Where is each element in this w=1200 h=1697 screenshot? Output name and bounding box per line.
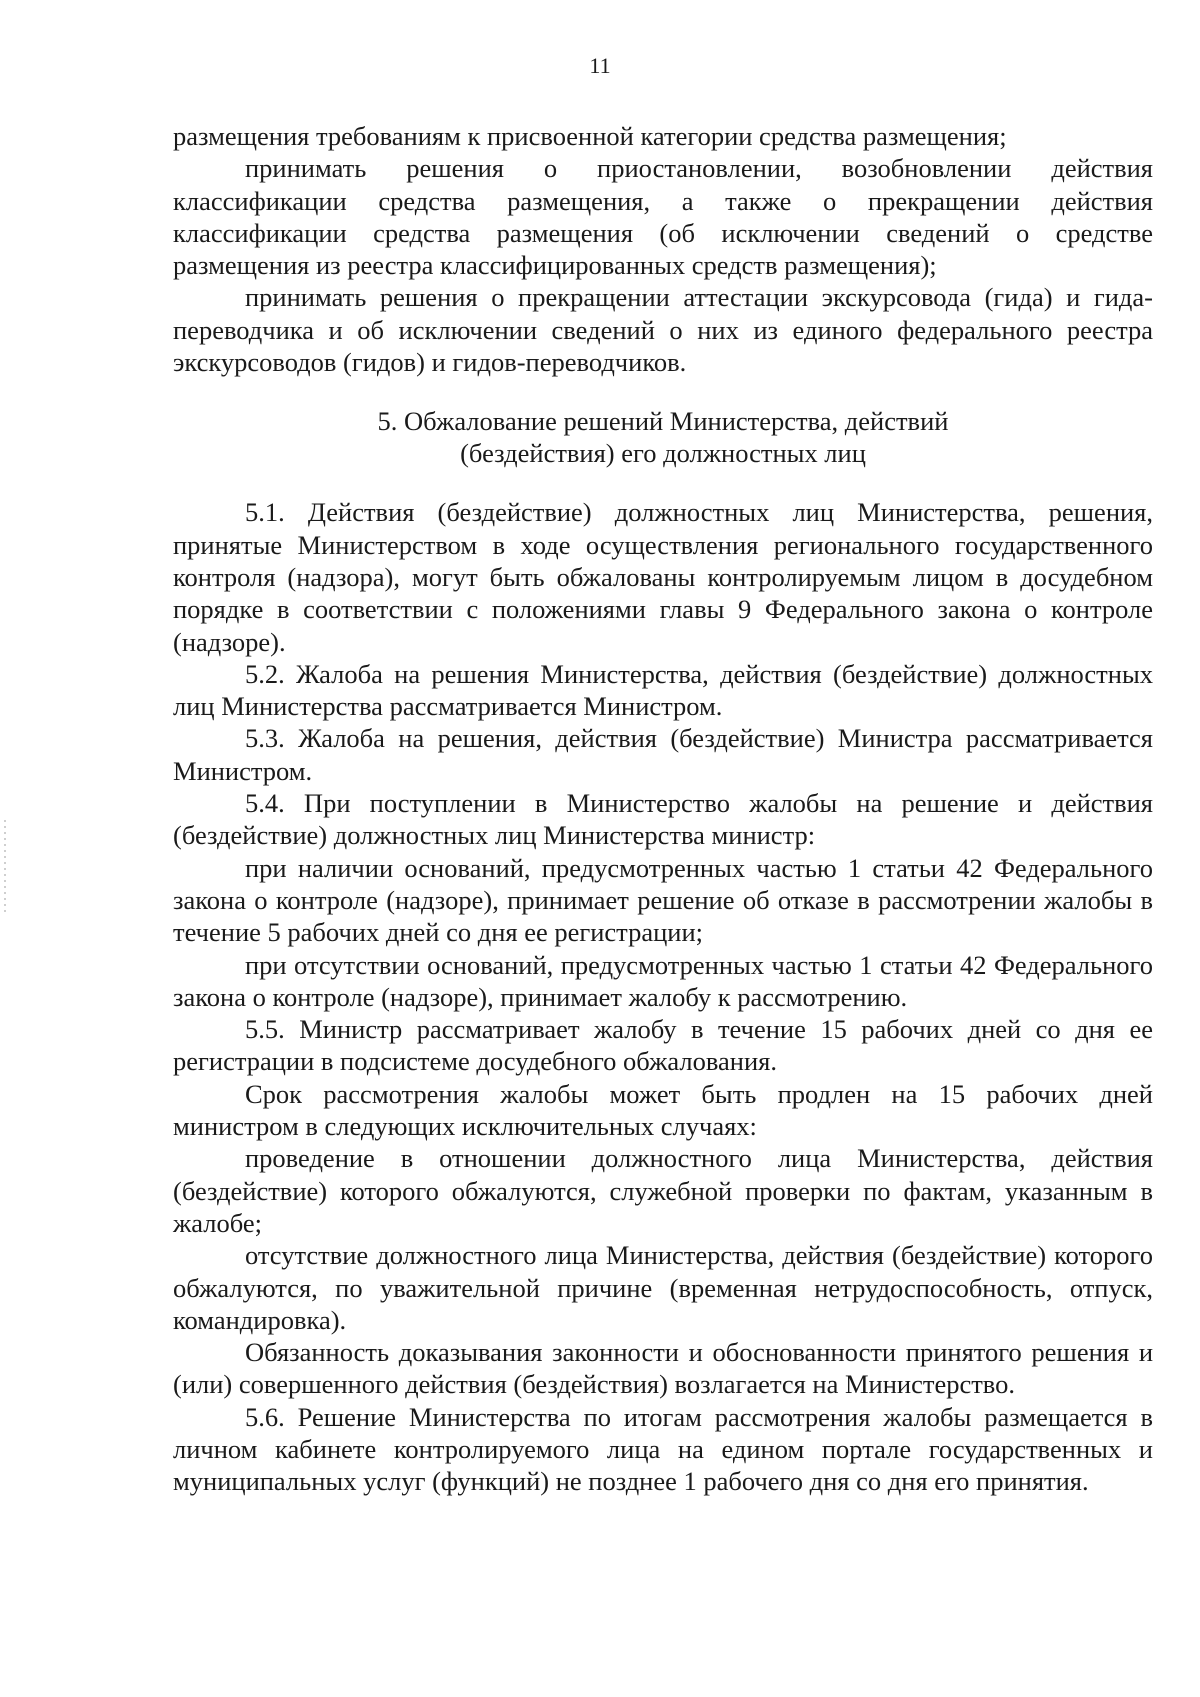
paragraph-5-5: 5.5. Министр рассматривает жалобу в течение 15 рабочих дней со дня ее регистрации в подсистеме досудебного обжалования. xyxy=(173,1014,1153,1077)
paragraph-5-4: 5.4. При поступлении в Министерство жалобы на решение и действия (бездействие) должностных лиц Министерства министр: xyxy=(173,788,1153,851)
section-heading-line-1: 5. Обжалование решений Министерства, действий xyxy=(377,406,949,437)
page-number: 11 xyxy=(589,53,611,78)
paragraph-5-5-case-inspection: проведение в отношении должностного лица Министерства, действия (бездействие) которого обжалуются, служебной проверки по фактам, указанным в жалобе; xyxy=(173,1143,1153,1238)
paragraph-5-5-extension: Срок рассмотрения жалобы может быть продлен на 15 рабочих дней министром в следующих исключительных случаях: xyxy=(173,1078,1153,1142)
paragraph-5-4-acceptance: при отсутствии оснований, предусмотренных частью 1 статьи 42 Федерального закона о контроле (надзоре), принимает жалобу к рассмотрению. xyxy=(173,949,1153,1012)
paragraph-guide-attestation: принимать решения о прекращении аттестации экскурсовода (гида) и гида-переводчика и об исключении сведений о них из единого федерального реестра экскурсоводов (гидов) и гидов-переводчиков. xyxy=(173,282,1153,378)
paragraph-5-5-case-absence: отсутствие должностного лица Министерства, действия (бездействие) которого обжалуются, по уважительной причине (временная нетрудоспособность, отпуск, командировка). xyxy=(173,1240,1153,1335)
paragraph-continuation: размещения требованиям к присвоенной категории средства размещения; xyxy=(173,121,1007,151)
paragraph-classification-decisions: принимать решения о приостановлении, возобновлении действия классификации средства размещения, а также о прекращении действия классификации средства размещения (об исключении сведений о средстве размещения из реестра классифицированных средств размещения); xyxy=(173,153,1153,281)
paragraph-5-4-refusal: при наличии оснований, предусмотренных частью 1 статьи 42 Федерального закона о контроле (надзоре), принимает решение об отказе в рассмотрении жалобы в течение 5 рабочих дней со дня ее регистрации; xyxy=(173,852,1153,948)
paragraph-burden-of-proof: Обязанность доказывания законности и обоснованности принятого решения и (или) совершенного действия (бездействия) возлагается на Министерство. xyxy=(173,1337,1153,1400)
document-body xyxy=(173,120,1153,1498)
scan-margin-mark xyxy=(4,820,6,915)
section-heading-line-2: (бездействия) его должностных лиц xyxy=(460,438,866,469)
paragraph-5-1: 5.1. Действия (бездействие) должностных лиц Министерства, решения, принятые Министерством в ходе осуществления регионального государственного контроля (надзора), могут быть обжалованы контролируемым лицом в досудебном порядке в соответствии с положениями главы 9 Федерального закона о контроле (надзоре). xyxy=(173,497,1153,657)
paragraph-5-6: 5.6. Решение Министерства по итогам рассмотрения жалобы размещается в личном кабинете контролируемого лица на едином портале государственных и муниципальных услуг (функций) не позднее 1 рабочего дня со дня его принятия. xyxy=(173,1401,1153,1497)
section-heading xyxy=(173,405,1153,469)
paragraph-5-2: 5.2. Жалоба на решения Министерства, действия (бездействие) должностных лиц Министерства рассматривается Министром. xyxy=(173,658,1153,722)
paragraph-5-3: 5.3. Жалоба на решения, действия (бездействие) Министра рассматривается Министром. xyxy=(173,723,1153,786)
